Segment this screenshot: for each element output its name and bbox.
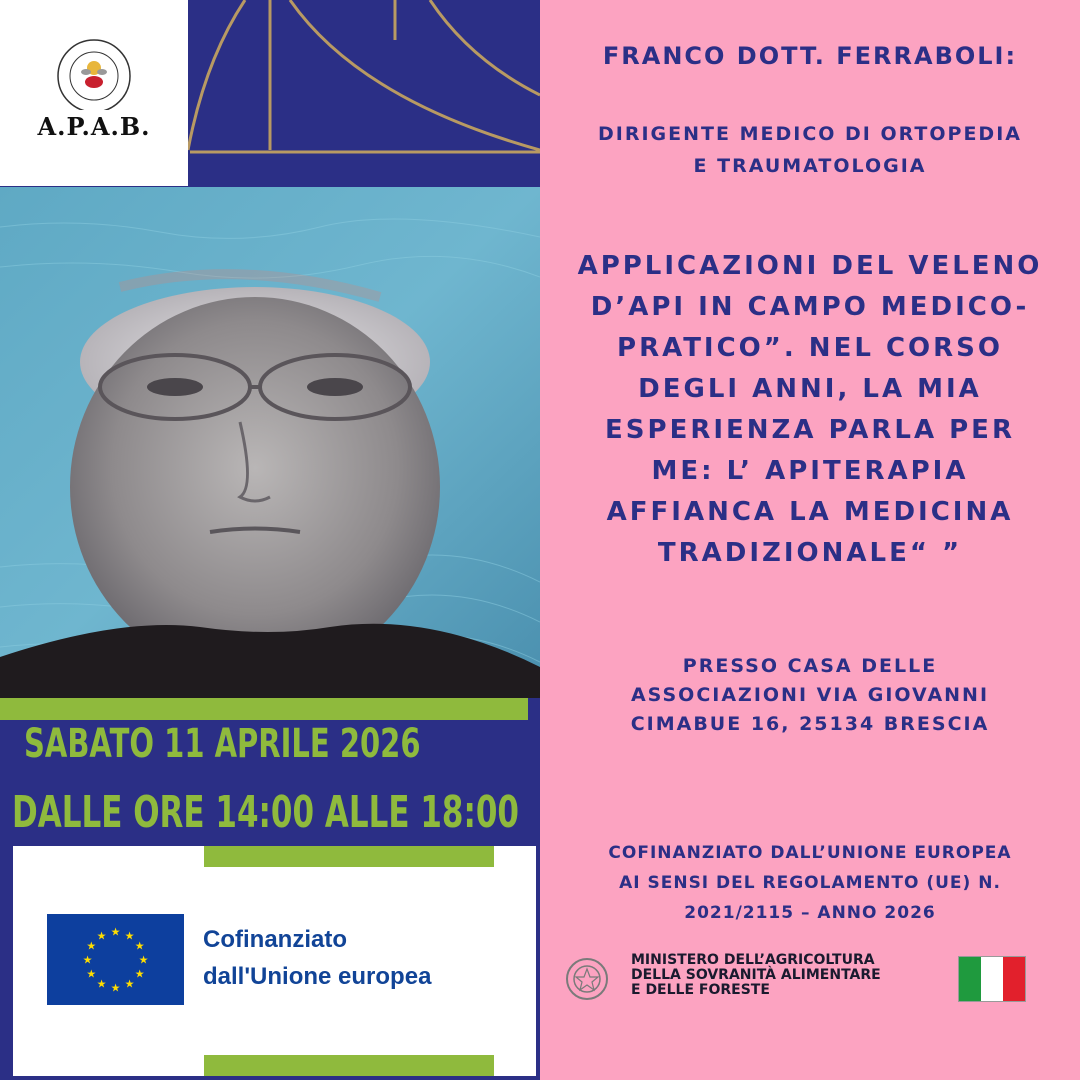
eu-star-icon: ★	[124, 977, 135, 991]
venue-address	[540, 652, 1080, 739]
topic-line: TRADIZIONALE“ ”	[657, 538, 963, 568]
topic-line: PRATICO”. NEL CORSO	[617, 333, 1003, 363]
green-stripe	[204, 846, 494, 867]
speaker-role-line: DIRIGENTE MEDICO DI ORTOPEDIA	[598, 123, 1022, 145]
funding-line: COFINANZIATO DALL’UNIONE EUROPEA	[608, 843, 1012, 863]
venue-line: PRESSO CASA DELLE	[682, 655, 938, 677]
eu-logo-line2: dall'Unione europea	[203, 963, 432, 990]
eu-star-icon: ★	[134, 939, 145, 953]
topic-line: ESPERIENZA PARLA PER	[605, 415, 1015, 445]
ministry-line: E DELLE FORESTE	[631, 982, 770, 998]
topic-line: D’API IN CAMPO MEDICO-	[590, 292, 1030, 322]
eu-star-icon: ★	[86, 939, 97, 953]
eu-star-icon: ★	[110, 981, 121, 995]
eu-star-icon: ★	[82, 953, 93, 967]
speaker-photo	[0, 187, 540, 698]
right-panel	[540, 0, 1080, 1080]
funding-line: 2021/2115 – ANNO 2026	[684, 903, 936, 923]
venue-line: ASSOCIAZIONI VIA GIOVANNI	[630, 684, 990, 706]
italian-flag-icon	[958, 956, 1026, 1002]
speaker-role	[540, 118, 1080, 182]
apab-logo-text: A.P.A.B.	[37, 112, 151, 141]
topic-line: ME: L’ APITERAPIA	[651, 456, 969, 486]
venue-line: CIMABUE 16, 25134 BRESCIA	[630, 713, 990, 735]
event-date: SABATO 11 APRILE 2026	[24, 719, 421, 767]
eu-star-icon: ★	[110, 925, 121, 939]
apab-logo	[0, 0, 188, 186]
green-stripe	[204, 1055, 494, 1076]
eu-cofunding-logo	[13, 846, 536, 1076]
eu-star-icon: ★	[138, 953, 149, 967]
eu-star-icon: ★	[124, 929, 135, 943]
eu-star-icon: ★	[86, 967, 97, 981]
eu-flag-icon	[47, 914, 184, 1005]
italian-republic-emblem-icon	[563, 955, 611, 1005]
eu-logo-line1: Cofinanziato	[203, 926, 347, 953]
topic-line: DEGLI ANNI, LA MIA	[638, 374, 982, 404]
topic-line: AFFIANCA LA MEDICINA	[606, 497, 1014, 527]
eu-star-icon: ★	[96, 977, 107, 991]
ministry-line: DELLA SOVRANITÀ ALIMENTARE	[631, 967, 881, 983]
speaker-name: FRANCO DOTT. FERRABOLI:	[602, 42, 1018, 70]
ministry-line: MINISTERO DELL’AGRICOLTURA	[631, 952, 875, 968]
topic-line: APPLICAZIONI DEL VELENO	[577, 251, 1043, 281]
event-time: DALLE ORE 14:00 ALLE 18:00	[12, 787, 520, 839]
eu-star-icon: ★	[134, 967, 145, 981]
ministry-name	[631, 953, 881, 998]
funding-line: AI SENSI DEL REGOLAMENTO (UE) N.	[619, 873, 1001, 893]
eu-star-icon: ★	[96, 929, 107, 943]
apab-emblem-icon	[0, 0, 188, 110]
talk-topic	[540, 246, 1080, 574]
speaker-role-line: E TRAUMATOLOGIA	[693, 155, 927, 177]
funding-notice	[540, 838, 1080, 928]
